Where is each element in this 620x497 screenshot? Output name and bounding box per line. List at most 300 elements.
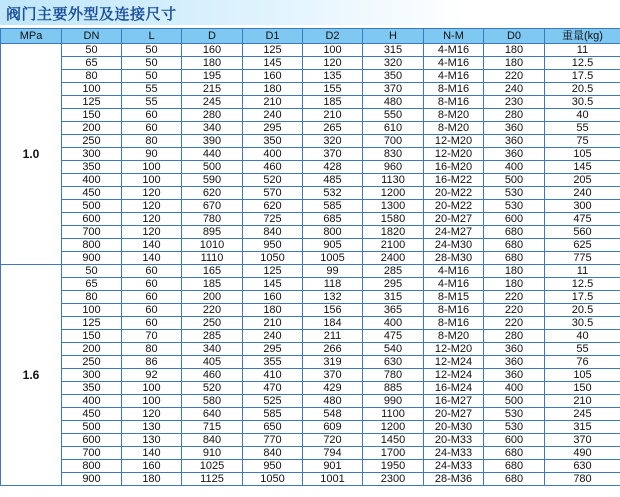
table-cell: 900 xyxy=(62,473,122,486)
column-header: 重量(kg) xyxy=(545,29,620,44)
table-cell: 28-M30 xyxy=(424,252,484,265)
table-row xyxy=(1,408,620,421)
table-cell: 135 xyxy=(303,70,363,83)
table-cell: 490 xyxy=(545,447,620,460)
table-cell: 600 xyxy=(62,434,122,447)
table-cell: 680 xyxy=(484,447,545,460)
table-cell: 315 xyxy=(363,291,424,304)
table-cell: 20-M33 xyxy=(424,434,484,447)
table-cell: 460 xyxy=(243,161,303,174)
page-title: 阀门主要外型及连接尺寸 xyxy=(6,5,177,23)
table-cell: 160 xyxy=(243,70,303,83)
table-cell: 340 xyxy=(182,122,243,135)
column-header: DN xyxy=(62,29,122,44)
table-cell: 780 xyxy=(545,473,620,486)
table-cell: 794 xyxy=(303,447,363,460)
column-header: D xyxy=(182,29,243,44)
table-cell: 1200 xyxy=(363,187,424,200)
table-cell: 120 xyxy=(122,226,182,239)
table-cell: 520 xyxy=(182,382,243,395)
table-cell: 180 xyxy=(484,278,545,291)
table-cell: 120 xyxy=(122,187,182,200)
table-row xyxy=(1,317,620,330)
table-cell: 50 xyxy=(122,70,182,83)
table-cell: 350 xyxy=(363,70,424,83)
table-cell: 548 xyxy=(303,408,363,421)
table-cell: 340 xyxy=(182,343,243,356)
table-cell: 20-M22 xyxy=(424,200,484,213)
table-cell: 280 xyxy=(484,109,545,122)
table-cell: 40 xyxy=(545,330,620,343)
table-cell: 532 xyxy=(303,187,363,200)
table-cell: 285 xyxy=(182,330,243,343)
table-cell: 184 xyxy=(303,317,363,330)
table-cell: 11 xyxy=(545,265,620,278)
table-row xyxy=(1,278,620,291)
table-cell: 180 xyxy=(243,304,303,317)
table-cell: 1580 xyxy=(363,213,424,226)
table-cell: 250 xyxy=(182,317,243,330)
table-cell: 155 xyxy=(303,83,363,96)
table-cell: 2300 xyxy=(363,473,424,486)
table-cell: 460 xyxy=(182,369,243,382)
table-cell: 240 xyxy=(545,187,620,200)
table-cell: 370 xyxy=(545,434,620,447)
table-cell: 12-M24 xyxy=(424,356,484,369)
table-cell: 580 xyxy=(182,395,243,408)
table-cell: 295 xyxy=(363,278,424,291)
table-cell: 360 xyxy=(484,135,545,148)
table-cell: 130 xyxy=(122,421,182,434)
table-cell: 220 xyxy=(182,304,243,317)
table-cell: 30.5 xyxy=(545,96,620,109)
table-cell: 320 xyxy=(303,135,363,148)
table-row xyxy=(1,96,620,109)
table-row xyxy=(1,135,620,148)
table-row xyxy=(1,57,620,70)
table-cell: 150 xyxy=(62,109,122,122)
table-cell: 1200 xyxy=(363,421,424,434)
table-cell: 80 xyxy=(62,291,122,304)
table-cell: 1700 xyxy=(363,447,424,460)
table-cell: 120 xyxy=(122,213,182,226)
table-cell: 100 xyxy=(62,83,122,96)
table-cell: 485 xyxy=(303,174,363,187)
table-cell: 885 xyxy=(363,382,424,395)
table-cell: 530 xyxy=(484,421,545,434)
table-cell: 92 xyxy=(122,369,182,382)
table-cell: 240 xyxy=(484,83,545,96)
table-cell: 156 xyxy=(303,304,363,317)
table-cell: 240 xyxy=(243,330,303,343)
table-cell: 910 xyxy=(182,447,243,460)
table-cell: 120 xyxy=(122,408,182,421)
table-cell: 118 xyxy=(303,278,363,291)
table-cell: 700 xyxy=(363,135,424,148)
table-cell: 210 xyxy=(243,317,303,330)
table-cell: 145 xyxy=(545,161,620,174)
table-cell: 140 xyxy=(122,252,182,265)
table-cell: 20-M27 xyxy=(424,213,484,226)
table-cell: 265 xyxy=(303,122,363,135)
table-cell: 24-M33 xyxy=(424,460,484,473)
table-cell: 840 xyxy=(182,434,243,447)
table-cell: 4-M16 xyxy=(424,278,484,291)
table-cell: 125 xyxy=(243,44,303,57)
table-cell: 370 xyxy=(363,83,424,96)
table-cell: 429 xyxy=(303,382,363,395)
table-cell: 350 xyxy=(243,135,303,148)
table-cell: 205 xyxy=(545,174,620,187)
table-cell: 480 xyxy=(363,96,424,109)
table-cell: 210 xyxy=(243,96,303,109)
table-row xyxy=(1,382,620,395)
table-cell: 90 xyxy=(122,148,182,161)
column-header: D0 xyxy=(484,29,545,44)
table-cell: 285 xyxy=(363,265,424,278)
table-cell: 100 xyxy=(122,161,182,174)
table-cell: 360 xyxy=(484,122,545,135)
table-cell: 210 xyxy=(545,395,620,408)
table-cell: 300 xyxy=(62,369,122,382)
column-header: D2 xyxy=(303,29,363,44)
table-cell: 180 xyxy=(484,44,545,57)
table-cell: 266 xyxy=(303,343,363,356)
table-cell: 350 xyxy=(62,382,122,395)
table-cell: 700 xyxy=(62,226,122,239)
table-cell: 100 xyxy=(122,174,182,187)
table-cell: 80 xyxy=(122,343,182,356)
table-cell: 500 xyxy=(182,161,243,174)
table-cell: 1130 xyxy=(363,174,424,187)
table-cell: 125 xyxy=(62,96,122,109)
table-cell: 55 xyxy=(545,122,620,135)
table-cell: 165 xyxy=(182,265,243,278)
table-cell: 680 xyxy=(484,226,545,239)
table-cell: 400 xyxy=(484,161,545,174)
table-cell: 150 xyxy=(545,382,620,395)
table-cell: 60 xyxy=(122,317,182,330)
table-cell: 28-M36 xyxy=(424,473,484,486)
table-cell: 50 xyxy=(62,265,122,278)
table-cell: 60 xyxy=(122,109,182,122)
table-cell: 180 xyxy=(122,473,182,486)
table-cell: 150 xyxy=(62,330,122,343)
table-cell: 600 xyxy=(484,434,545,447)
table-cell: 905 xyxy=(303,239,363,252)
table-cell: 30.5 xyxy=(545,317,620,330)
column-header: L xyxy=(122,29,182,44)
table-cell: 400 xyxy=(363,317,424,330)
table-cell: 770 xyxy=(243,434,303,447)
table-cell: 295 xyxy=(243,122,303,135)
table-cell: 200 xyxy=(62,343,122,356)
table-cell: 20-M27 xyxy=(424,408,484,421)
table-cell: 20-M30 xyxy=(424,421,484,434)
title-banner xyxy=(0,0,620,25)
table-cell: 80 xyxy=(122,135,182,148)
table-cell: 475 xyxy=(545,213,620,226)
table-cell: 105 xyxy=(545,369,620,382)
table-cell: 500 xyxy=(62,421,122,434)
table-cell: 160 xyxy=(243,291,303,304)
table-cell: 315 xyxy=(545,421,620,434)
table-cell: 245 xyxy=(545,408,620,421)
table-cell: 230 xyxy=(484,96,545,109)
table-cell: 215 xyxy=(182,83,243,96)
table-cell: 530 xyxy=(484,187,545,200)
table-cell: 120 xyxy=(303,57,363,70)
table-cell: 180 xyxy=(182,57,243,70)
table-row xyxy=(1,343,620,356)
table-cell: 960 xyxy=(363,161,424,174)
table-cell: 250 xyxy=(62,356,122,369)
table-cell: 590 xyxy=(182,174,243,187)
table-cell: 620 xyxy=(182,187,243,200)
table-cell: 780 xyxy=(363,369,424,382)
table-cell: 680 xyxy=(484,473,545,486)
table-cell: 428 xyxy=(303,161,363,174)
table-cell: 160 xyxy=(182,44,243,57)
table-cell: 720 xyxy=(303,434,363,447)
table-cell: 630 xyxy=(363,356,424,369)
table-cell: 76 xyxy=(545,356,620,369)
table-cell: 55 xyxy=(545,343,620,356)
table-cell: 355 xyxy=(243,356,303,369)
table-cell: 585 xyxy=(303,200,363,213)
table-cell: 280 xyxy=(182,109,243,122)
table-cell: 185 xyxy=(182,278,243,291)
table-cell: 211 xyxy=(303,330,363,343)
table-cell: 160 xyxy=(122,460,182,473)
table-cell: 650 xyxy=(243,421,303,434)
table-cell: 800 xyxy=(303,226,363,239)
table-row xyxy=(1,460,620,473)
table-cell: 500 xyxy=(62,200,122,213)
table-cell: 950 xyxy=(243,239,303,252)
pressure-cell: 1.6 xyxy=(1,265,62,486)
table-cell: 1001 xyxy=(303,473,363,486)
table-cell: 180 xyxy=(243,83,303,96)
table-cell: 100 xyxy=(62,304,122,317)
table-row xyxy=(1,200,620,213)
table-row xyxy=(1,122,620,135)
dimensions-table xyxy=(0,28,620,486)
table-cell: 220 xyxy=(484,304,545,317)
table-cell: 560 xyxy=(545,226,620,239)
table-row xyxy=(1,109,620,122)
table-cell: 4-M16 xyxy=(424,57,484,70)
table-cell: 12.5 xyxy=(545,278,620,291)
table-cell: 360 xyxy=(484,148,545,161)
table-cell: 140 xyxy=(122,447,182,460)
table-cell: 80 xyxy=(62,70,122,83)
table-cell: 210 xyxy=(303,109,363,122)
table-cell: 60 xyxy=(122,291,182,304)
table-cell: 475 xyxy=(363,330,424,343)
table-cell: 16-M22 xyxy=(424,174,484,187)
table-cell: 585 xyxy=(243,408,303,421)
table-cell: 480 xyxy=(303,395,363,408)
table-cell: 550 xyxy=(363,109,424,122)
table-cell: 360 xyxy=(484,343,545,356)
table-cell: 1005 xyxy=(303,252,363,265)
table-cell: 800 xyxy=(62,239,122,252)
table-cell: 4-M16 xyxy=(424,265,484,278)
table-cell: 17.5 xyxy=(545,70,620,83)
table-cell: 530 xyxy=(484,408,545,421)
table-cell: 12-M24 xyxy=(424,369,484,382)
table-row xyxy=(1,187,620,200)
table-cell: 220 xyxy=(484,317,545,330)
table-cell: 8-M16 xyxy=(424,304,484,317)
table-cell: 240 xyxy=(243,109,303,122)
table-cell: 130 xyxy=(122,434,182,447)
table-cell: 11 xyxy=(545,44,620,57)
table-cell: 830 xyxy=(363,148,424,161)
table-cell: 630 xyxy=(545,460,620,473)
table-body xyxy=(1,44,620,486)
table-cell: 715 xyxy=(182,421,243,434)
table-cell: 195 xyxy=(182,70,243,83)
table-cell: 280 xyxy=(484,330,545,343)
table-cell: 50 xyxy=(62,44,122,57)
table-cell: 20.5 xyxy=(545,304,620,317)
table-cell: 1300 xyxy=(363,200,424,213)
table-row xyxy=(1,83,620,96)
table-cell: 1050 xyxy=(243,473,303,486)
table-row xyxy=(1,265,620,278)
table-cell: 319 xyxy=(303,356,363,369)
table-row xyxy=(1,291,620,304)
table-row xyxy=(1,434,620,447)
table-cell: 185 xyxy=(303,96,363,109)
table-cell: 1050 xyxy=(243,252,303,265)
table-cell: 775 xyxy=(545,252,620,265)
table-cell: 600 xyxy=(62,213,122,226)
table-cell: 220 xyxy=(484,70,545,83)
table-cell: 55 xyxy=(122,96,182,109)
table-cell: 600 xyxy=(484,213,545,226)
table-cell: 132 xyxy=(303,291,363,304)
table-cell: 400 xyxy=(243,148,303,161)
table-cell: 200 xyxy=(62,122,122,135)
table-cell: 12-M20 xyxy=(424,343,484,356)
table-header-row xyxy=(1,29,620,44)
table-cell: 24-M33 xyxy=(424,447,484,460)
table-cell: 625 xyxy=(545,239,620,252)
table-cell: 610 xyxy=(363,122,424,135)
table-cell: 4-M16 xyxy=(424,70,484,83)
table-row xyxy=(1,226,620,239)
table-cell: 370 xyxy=(303,148,363,161)
table-cell: 405 xyxy=(182,356,243,369)
table-cell: 12-M20 xyxy=(424,135,484,148)
table-cell: 295 xyxy=(243,343,303,356)
table-cell: 8-M20 xyxy=(424,122,484,135)
table-cell: 145 xyxy=(243,278,303,291)
table-row xyxy=(1,421,620,434)
table-cell: 220 xyxy=(484,291,545,304)
table-row xyxy=(1,148,620,161)
pressure-cell: 1.0 xyxy=(1,44,62,265)
table-cell: 2400 xyxy=(363,252,424,265)
table-cell: 8-M20 xyxy=(424,330,484,343)
table-cell: 125 xyxy=(243,265,303,278)
table-cell: 540 xyxy=(363,343,424,356)
table-cell: 1125 xyxy=(182,473,243,486)
table-cell: 100 xyxy=(303,44,363,57)
table-cell: 2100 xyxy=(363,239,424,252)
column-header: N-M xyxy=(424,29,484,44)
table-cell: 70 xyxy=(122,330,182,343)
table-cell: 530 xyxy=(484,200,545,213)
table-row xyxy=(1,304,620,317)
table-cell: 12.5 xyxy=(545,57,620,70)
table-cell: 680 xyxy=(484,460,545,473)
table-cell: 60 xyxy=(122,304,182,317)
table-cell: 250 xyxy=(62,135,122,148)
table-cell: 700 xyxy=(62,447,122,460)
table-cell: 670 xyxy=(182,200,243,213)
table-cell: 86 xyxy=(122,356,182,369)
table-cell: 360 xyxy=(484,356,545,369)
table-cell: 609 xyxy=(303,421,363,434)
table-cell: 640 xyxy=(182,408,243,421)
table-cell: 365 xyxy=(363,304,424,317)
table-cell: 20.5 xyxy=(545,83,620,96)
table-row xyxy=(1,252,620,265)
table-cell: 65 xyxy=(62,57,122,70)
table-cell: 16-M20 xyxy=(424,161,484,174)
table-cell: 685 xyxy=(303,213,363,226)
table-cell: 725 xyxy=(243,213,303,226)
table-cell: 350 xyxy=(62,161,122,174)
table-cell: 180 xyxy=(484,265,545,278)
table-cell: 100 xyxy=(122,395,182,408)
table-row xyxy=(1,369,620,382)
table-row xyxy=(1,356,620,369)
table-cell: 800 xyxy=(62,460,122,473)
table-cell: 8-M16 xyxy=(424,96,484,109)
table-cell: 8-M15 xyxy=(424,291,484,304)
table-cell: 105 xyxy=(545,148,620,161)
table-cell: 570 xyxy=(243,187,303,200)
table-row xyxy=(1,239,620,252)
table-cell: 680 xyxy=(484,239,545,252)
table-cell: 520 xyxy=(243,174,303,187)
table-cell: 8-M16 xyxy=(424,83,484,96)
table-cell: 620 xyxy=(243,200,303,213)
table-cell: 950 xyxy=(243,460,303,473)
table-cell: 300 xyxy=(545,200,620,213)
table-cell: 320 xyxy=(363,57,424,70)
table-cell: 200 xyxy=(182,291,243,304)
table-cell: 840 xyxy=(243,447,303,460)
table-cell: 300 xyxy=(62,148,122,161)
table-row xyxy=(1,213,620,226)
table-cell: 780 xyxy=(182,213,243,226)
table-cell: 450 xyxy=(62,408,122,421)
table-cell: 125 xyxy=(62,317,122,330)
table-cell: 500 xyxy=(484,174,545,187)
table-row xyxy=(1,174,620,187)
table-cell: 1100 xyxy=(363,408,424,421)
table-row xyxy=(1,70,620,83)
table-cell: 145 xyxy=(243,57,303,70)
table-cell: 60 xyxy=(122,122,182,135)
table-cell: 245 xyxy=(182,96,243,109)
